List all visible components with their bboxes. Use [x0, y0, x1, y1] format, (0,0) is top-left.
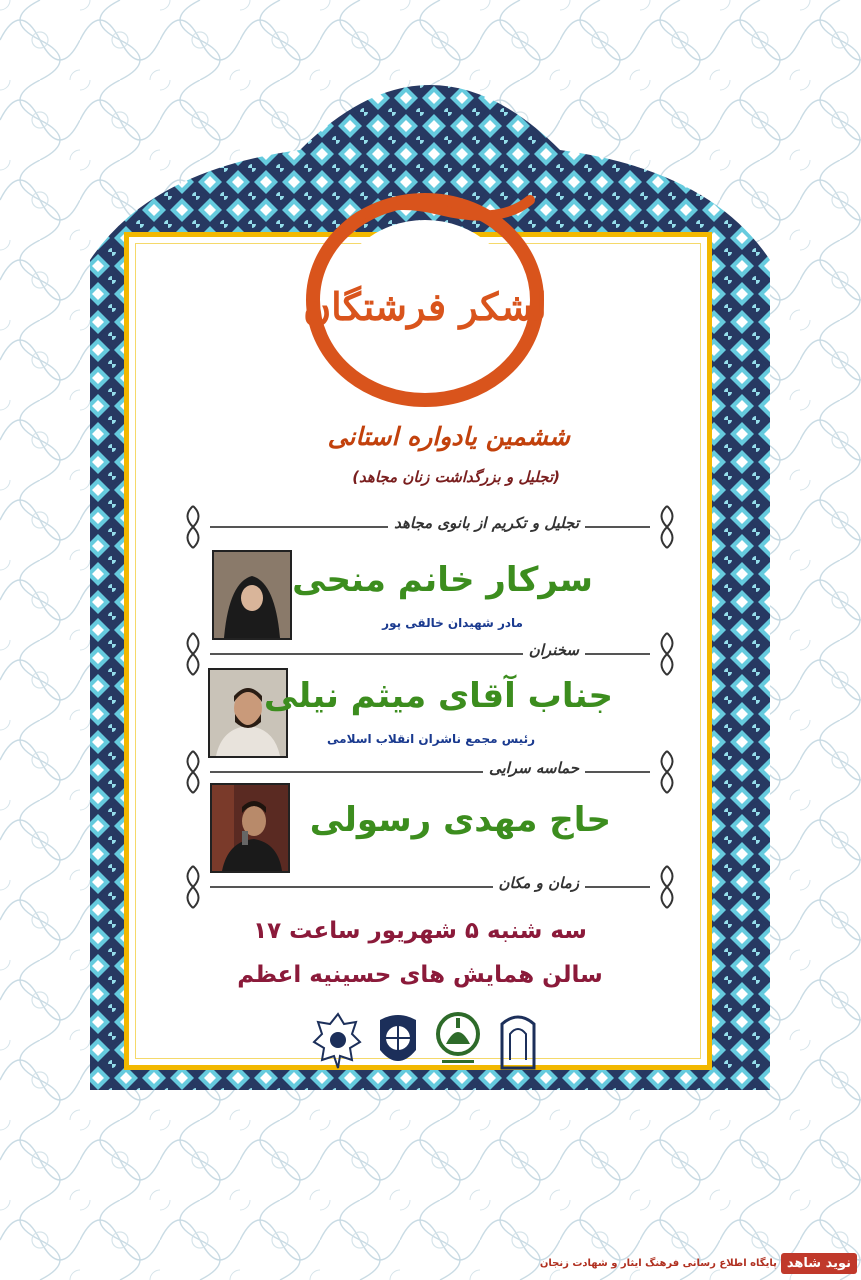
- ornament-left-icon: [180, 864, 206, 910]
- husseiniyeh-azam-logo-icon: [492, 1010, 544, 1072]
- footer-watermark: [536, 1250, 857, 1276]
- section-time-place-label: زمان و مکان: [493, 874, 585, 892]
- ornament-right-icon: [654, 631, 680, 677]
- ornament-right-icon: [654, 749, 680, 795]
- section-speakers: [180, 639, 680, 669]
- honoree-role: مادر شهیدان خالقی پور: [382, 616, 523, 630]
- event-title: ششمین یادواره استانی: [327, 422, 570, 451]
- ornament-right-icon: [654, 864, 680, 910]
- ornament-left-icon: [180, 749, 206, 795]
- poet-name: حاج مهدی رسولی: [309, 800, 611, 840]
- footer-site: پایگاه اطلاع رسانی فرهنگ ایثار و شهادت زنجان: [539, 1257, 777, 1269]
- ornament-left-icon: [180, 631, 206, 677]
- poet-photo: [210, 783, 290, 873]
- basij-globe-logo-icon: [372, 1010, 424, 1072]
- section-time-place: [180, 872, 680, 902]
- municipality-seal-logo-icon: [312, 1010, 364, 1072]
- event-date-time: سه شنبه ۵ شهریور ساعت ۱۷: [253, 918, 587, 944]
- section-eulogy-label: حماسه سرایی: [483, 759, 585, 777]
- event-venue: سالن همایش های حسینیه اعظم: [237, 962, 603, 988]
- calligraphy-emblem-icon: [300, 180, 550, 410]
- mosque-emblem-logo-icon: [432, 1010, 484, 1072]
- section-honor-label: تجلیل و تکریم از بانوی مجاهد: [388, 514, 585, 532]
- logo-calligraphy-text: لشکر فرشتگان: [303, 284, 547, 329]
- honoree-name: سرکار خانم منحی: [292, 560, 593, 600]
- honoree-photo: [212, 550, 292, 640]
- footer-brand: نوید شاهد: [781, 1253, 857, 1274]
- speaker-name: جناب آقای میثم نیلی: [263, 676, 613, 716]
- speaker-role: رئیس مجمع ناشران انقلاب اسلامی: [327, 732, 535, 746]
- ornament-right-icon: [654, 504, 680, 550]
- section-speakers-label: سخنران: [523, 641, 585, 659]
- ornament-left-icon: [180, 504, 206, 550]
- section-honor: [180, 512, 680, 542]
- event-subtitle: (تجلیل و بزرگداشت زنان مجاهد): [352, 468, 560, 486]
